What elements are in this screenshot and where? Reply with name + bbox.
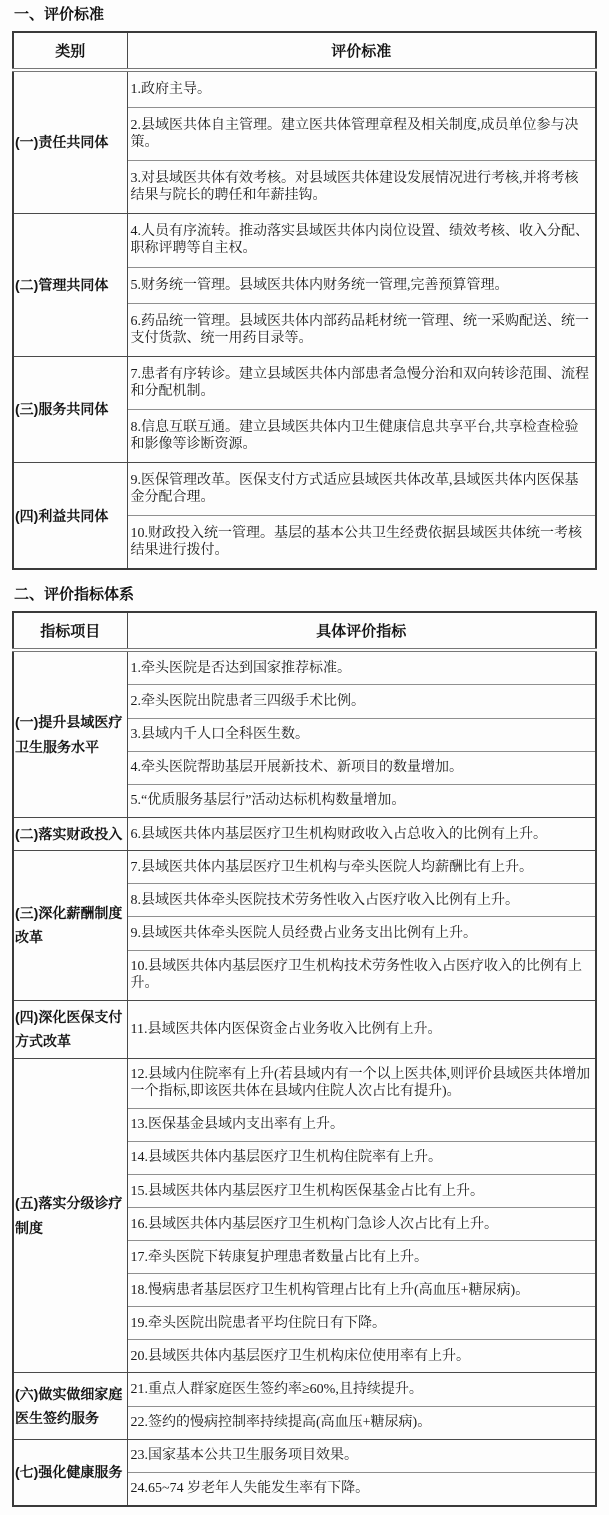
criterion-cell: 6.药品统一管理。县域医共体内部药品耗材统一管理、统一采购配送、统一支付货款、统一用药目录等。 <box>127 303 596 356</box>
category-cell: (三)深化薪酬制度改革 <box>13 851 127 1000</box>
section-indicator-system <box>12 586 597 1506</box>
criterion-cell: 22.签约的慢病控制率持续提高(高血压+糖尿病)。 <box>127 1406 596 1439</box>
table-row <box>13 650 596 685</box>
criterion-cell: 17.牵头医院下转康复护理患者数量占比有上升。 <box>127 1241 596 1274</box>
table-row <box>13 70 596 108</box>
indicator-system-table <box>12 611 597 1506</box>
section1-title: 一、评价标准 <box>14 6 105 23</box>
criterion-cell: 2.牵头医院出院患者三四级手术比例。 <box>127 685 596 718</box>
criterion-cell: 9.县域医共体牵头医院人员经费占业务支出比例有上升。 <box>127 917 596 950</box>
criterion-cell: 11.县域医共体内医保资金占业务收入比例有上升。 <box>127 1000 596 1058</box>
criterion-cell: 7.县域医共体内基层医疗卫生机构与牵头医院人均薪酬比有上升。 <box>127 851 596 884</box>
criterion-cell: 8.县域医共体牵头医院技术劳务性收入占医疗收入比例有上升。 <box>127 884 596 917</box>
header-row <box>13 32 596 70</box>
criterion-cell: 5.财务统一管理。县域医共体内财务统一管理,完善预算管理。 <box>127 267 596 303</box>
criterion-cell: 3.对县域医共体有效考核。对县域医共体建设发展情况进行考核,并将考核结果与院长的聘任和年薪挂钩。 <box>127 161 596 214</box>
section2-title: 二、评价指标体系 <box>14 586 135 604</box>
table-row <box>13 851 596 884</box>
header-row <box>13 612 596 650</box>
column-header: 评价标准 <box>127 32 596 70</box>
category-cell: (三)服务共同体 <box>13 356 127 462</box>
section-evaluation-standards <box>12 6 597 570</box>
criterion-cell: 18.慢病患者基层医疗卫生机构管理占比有上升(高血压+糖尿病)。 <box>127 1274 596 1307</box>
table-row <box>13 1373 596 1406</box>
criterion-cell: 14.县域医共体内基层医疗卫生机构住院率有上升。 <box>127 1141 596 1174</box>
criterion-cell: 23.国家基本公共卫生服务项目效果。 <box>127 1439 596 1472</box>
criterion-cell: 20.县域医共体内基层医疗卫生机构床位使用率有上升。 <box>127 1340 596 1373</box>
category-cell: (七)强化健康服务 <box>13 1439 127 1506</box>
table-row <box>13 214 596 267</box>
table-row <box>13 1058 596 1108</box>
criterion-cell: 6.县域医共体内基层医疗卫生机构财政收入占总收入的比例有上升。 <box>127 817 596 851</box>
category-cell: (二)管理共同体 <box>13 214 127 356</box>
category-cell: (四)利益共同体 <box>13 463 127 570</box>
criterion-cell: 15.县域医共体内基层医疗卫生机构医保基金占比有上升。 <box>127 1175 596 1208</box>
category-cell: (四)深化医保支付方式改革 <box>13 1000 127 1058</box>
criterion-cell: 19.牵头医院出院患者平均住院日有下降。 <box>127 1307 596 1340</box>
evaluation-standards-table <box>12 31 597 570</box>
table-row <box>13 356 596 409</box>
criterion-cell: 8.信息互联互通。建立县域医共体内卫生健康信息共享平台,共享检查检验和影像等诊断资源。 <box>127 409 596 462</box>
criterion-cell: 24.65~74 岁老年人失能发生率有下降。 <box>127 1472 596 1506</box>
table-row <box>13 1000 596 1058</box>
criterion-cell: 1.牵头医院是否达到国家推荐标准。 <box>127 650 596 685</box>
category-cell: (六)做实做细家庭医生签约服务 <box>13 1373 127 1439</box>
table-row <box>13 1439 596 1472</box>
criterion-cell: 9.医保管理改革。医保支付方式适应县域医共体改革,县域医共体内医保基金分配合理。 <box>127 463 596 516</box>
criterion-cell: 13.医保基金县域内支出率有上升。 <box>127 1108 596 1141</box>
category-cell: (五)落实分级诊疗制度 <box>13 1058 127 1373</box>
column-header: 具体评价指标 <box>127 612 596 650</box>
category-cell: (一)责任共同体 <box>13 70 127 214</box>
criterion-cell: 21.重点人群家庭医生签约率≥60%,且持续提升。 <box>127 1373 596 1406</box>
criterion-cell: 7.患者有序转诊。建立县域医共体内部患者急慢分治和双向转诊范围、流程和分配机制。 <box>127 356 596 409</box>
table-row <box>13 463 596 516</box>
criterion-cell: 5.“优质服务基层行”活动达标机构数量增加。 <box>127 784 596 817</box>
criterion-cell: 2.县域医共体自主管理。建立医共体管理章程及相关制度,成员单位参与决策。 <box>127 108 596 161</box>
category-cell: (一)提升县域医疗卫生服务水平 <box>13 650 127 817</box>
criterion-cell: 3.县域内千人口全科医生数。 <box>127 718 596 751</box>
criterion-cell: 16.县域医共体内基层医疗卫生机构门急诊人次占比有上升。 <box>127 1208 596 1241</box>
column-header: 类别 <box>13 32 127 70</box>
criterion-cell: 4.牵头医院帮助基层开展新技术、新项目的数量增加。 <box>127 751 596 784</box>
criterion-cell: 12.县域内住院率有上升(若县域内有一个以上医共体,则评价县域医共体增加一个指标,即该医共体在县域内住院人次占比有提升)。 <box>127 1058 596 1108</box>
table-row <box>13 817 596 851</box>
criterion-cell: 10.县域医共体内基层医疗卫生机构技术劳务性收入占医疗收入的比例有上升。 <box>127 950 596 1000</box>
column-header: 指标项目 <box>13 612 127 650</box>
criterion-cell: 1.政府主导。 <box>127 70 596 108</box>
criterion-cell: 10.财政投入统一管理。基层的基本公共卫生经费依据县域医共体统一考核结果进行拨付。 <box>127 516 596 570</box>
category-cell: (二)落实财政投入 <box>13 817 127 851</box>
criterion-cell: 4.人员有序流转。推动落实县域医共体内岗位设置、绩效考核、收入分配、职称评聘等自主权。 <box>127 214 596 267</box>
